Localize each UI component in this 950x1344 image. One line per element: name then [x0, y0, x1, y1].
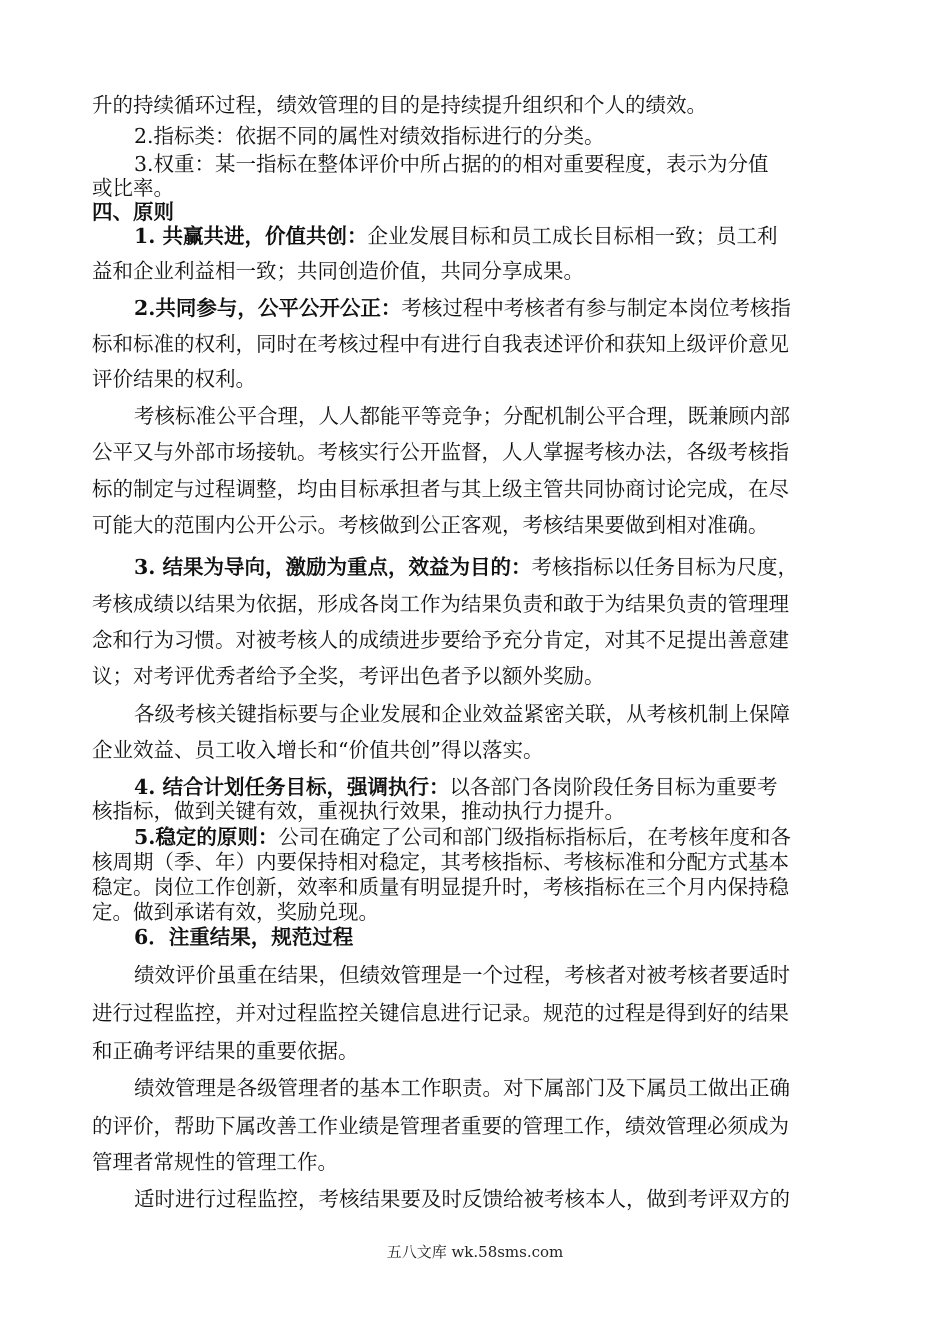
text-line — [134, 219, 778, 249]
text-line: 进行过程监控，并对过程监控关键信息进行记录。规范的过程是得到好的结果 — [92, 1001, 789, 1025]
text-line: 管理者常规性的管理工作。 — [92, 1150, 338, 1174]
text-line: 标和标准的权利，同时在考核过程中有进行自我表述评价和获知上级评价意见 — [92, 332, 789, 356]
principle-text: 公司在确定了公司和部门级指标指标后，在考核年度和各 — [278, 825, 791, 849]
text-line: 升的持续循环过程，绩效管理的目的是持续提升组织和个人的绩效。 — [92, 93, 707, 117]
principle-title: 1. 共赢共进，价值共创： — [134, 224, 368, 248]
principle-text: 以各部门各岗阶段任务目标为重要考 — [449, 775, 778, 799]
text-line: 核指标，做到关键有效，重视执行效果，推动执行力提升。 — [92, 799, 625, 823]
section-heading: 四、原则 — [92, 200, 174, 224]
text-line: 核周期（季、年）内要保持相对稳定，其考核指标、考核标准和分配方式基本 — [92, 850, 789, 874]
principle-text: 考核过程中考核者有参与制定本岗位考核指 — [401, 296, 791, 320]
text-line: 企业效益、员工收入增长和“价值共创”得以落实。 — [92, 738, 544, 762]
text-line: 公平又与外部市场接轨。考核实行公开监督，人人掌握考核办法，各级考核指 — [92, 440, 789, 464]
text-line: 2.指标类：依据不同的属性对绩效指标进行的分类。 — [134, 124, 605, 148]
text-line: 各级考核关键指标要与企业发展和企业效益紧密关联，从考核机制上保障 — [134, 702, 790, 726]
text-line: 和正确考评结果的重要依据。 — [92, 1039, 359, 1063]
principle-text: 企业发展目标和员工成长目标相一致；员工利 — [367, 224, 778, 248]
text-line: 或比率。 — [92, 176, 174, 200]
text-line — [134, 550, 798, 580]
text-line: 绩效评价虽重在结果，但绩效管理是一个过程，考核者对被考核者要适时 — [134, 963, 790, 987]
principle-text: 考核指标以任务目标为尺度， — [531, 555, 799, 579]
text-line: 可能大的范围内公开公示。考核做到公正客观，考核结果要做到相对准确。 — [92, 513, 769, 537]
text-line: 绩效管理是各级管理者的基本工作职责。对下属部门及下属员工做出正确 — [134, 1076, 790, 1100]
principle-title: 5.稳定的原则： — [134, 825, 279, 849]
text-line: 考核标准公平合理，人人都能平等竞争；分配机制公平合理，既兼顾内部 — [134, 404, 790, 428]
text-line: 稳定。岗位工作创新，效率和质量有明显提升时，考核指标在三个月内保持稳 — [92, 875, 789, 899]
text-line: 适时进行过程监控，考核结果要及时反馈给被考核本人，做到考评双方的 — [134, 1187, 790, 1211]
text-line: 评价结果的权利。 — [92, 367, 256, 391]
text-line: 念和行为习惯。对被考核人的成绩进步要给予充分肯定，对其不足提出善意建 — [92, 628, 789, 652]
text-line: 考核成绩以结果为依据，形成各岗工作为结果负责和敢于为结果负责的管理理 — [92, 592, 789, 616]
text-line — [134, 291, 791, 321]
subsection-heading: 6．注重结果，规范过程 — [134, 925, 354, 949]
text-line: 3.权重：某一指标在整体评价中所占据的的相对重要程度，表示为分值 — [134, 152, 769, 176]
principle-title: 4. 结合计划任务目标，强调执行： — [134, 775, 450, 799]
page-footer: 五八文库 wk.58sms.com — [386, 1243, 564, 1261]
text-line: 定。做到承诺有效，奖励兑现。 — [92, 900, 379, 924]
text-line: 的评价，帮助下属改善工作业绩是管理者重要的管理工作，绩效管理必须成为 — [92, 1114, 789, 1138]
principle-title: 2.共同参与，公平公开公正： — [134, 296, 402, 320]
principle-title: 3. 结果为导向，激励为重点，效益为目的： — [134, 555, 532, 579]
text-line: 益和企业利益相一致；共同创造价值，共同分享成果。 — [92, 259, 584, 283]
text-line: 议；对考评优秀者给予全奖，考评出色者予以额外奖励。 — [92, 664, 605, 688]
text-line: 标的制定与过程调整，均由目标承担者与其上级主管共同协商讨论完成，在尽 — [92, 477, 789, 501]
